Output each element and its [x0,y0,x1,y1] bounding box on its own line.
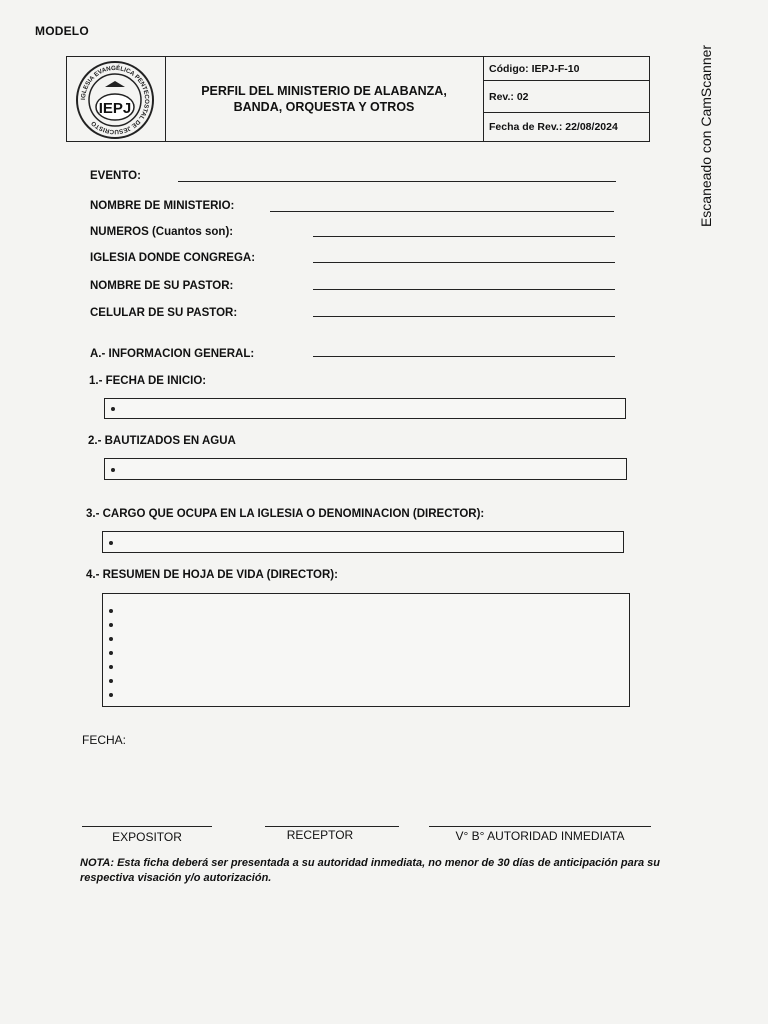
bullet-icon [111,468,115,472]
title-cell [165,57,484,141]
question-3-box[interactable] [102,531,624,553]
nota-text: Esta ficha deberá ser presentada a su autoridad inmediata, no menor de 30 días de anticipación para su respectiva visación y/o autorización. [80,857,660,884]
signature-line-receptor[interactable] [265,826,399,827]
field-label-numeros: NUMEROS (Cuantos son): [90,226,234,238]
signature-label-receptor: RECEPTOR [286,828,354,842]
field-line-celular-pastor[interactable] [313,316,615,317]
signature-line-expositor[interactable] [82,826,212,827]
fecha-label: FECHA: [82,733,127,747]
field-label-evento: EVENTO: [90,170,141,182]
question-4-box[interactable] [102,593,630,707]
question-4-label: 4.- RESUMEN DE HOJA DE VIDA (DIRECTOR): [86,569,338,581]
field-label-nombre-pastor: NOMBRE DE SU PASTOR: [90,280,234,292]
field-line-evento[interactable] [178,181,616,182]
modelo-label: MODELO [35,24,89,38]
field-label-celular-pastor: CELULAR DE SU PASTOR: [90,307,238,319]
bullet-icon [111,407,115,411]
field-line-iglesia[interactable] [313,262,615,263]
question-1-box[interactable] [104,398,626,419]
signature-label-autoridad: V° B° AUTORIDAD INMEDIATA [455,829,625,843]
signature-line-autoridad[interactable] [429,826,651,827]
bullet-icon [109,637,113,641]
bullet-icon [109,623,113,627]
bullet-icon [109,609,113,613]
logo-text: IEPJ [98,100,132,117]
signature-label-expositor: EXPOSITOR [112,830,182,844]
question-1-label: 1.- FECHA DE INICIO: [89,375,207,387]
question-2-box[interactable] [104,458,627,480]
section-a-line[interactable] [313,356,615,357]
field-label-iglesia: IGLESIA DONDE CONGREGA: [90,252,256,264]
document-header [66,56,650,142]
logo-ring-text: IGLESIA EVANGÉLICA PENTECOSTAL DE JESUCRISTO [79,64,151,136]
question-2-label: 2.- BAUTIZADOS EN AGUA [88,435,236,447]
camscanner-watermark: Escaneado con CamScanner [698,44,714,228]
field-line-nombre-pastor[interactable] [313,289,615,290]
codigo-cell: Código: IEPJ-F-10 [483,57,649,81]
logo-cell [67,57,166,141]
revision-cell: Rev.: 02 [483,81,649,113]
field-label-nombre-ministerio: NOMBRE DE MINISTERIO: [90,200,235,212]
bullet-icon [109,693,113,697]
bullet-icon [109,541,113,545]
fecha-revision-cell: Fecha de Rev.: 22/08/2024 [489,121,618,133]
document-title-line1: PERFIL DEL MINISTERIO DE ALABANZA, [201,84,447,98]
bullet-icon [109,651,113,655]
field-line-nombre-ministerio[interactable] [270,211,614,212]
bullet-icon [109,679,113,683]
document-title-line2: BANDA, ORQUESTA Y OTROS [233,100,415,114]
iepj-logo [67,57,163,141]
field-line-numeros[interactable] [313,236,615,237]
nota-label: NOTA: [80,857,115,869]
nota-paragraph [80,856,660,886]
bullet-icon [109,665,113,669]
section-a-heading: A.- INFORMACION GENERAL: [90,348,255,360]
question-3-label: 3.- CARGO QUE OCUPA EN LA IGLESIA O DENOMINACION (DIRECTOR): [86,508,485,520]
